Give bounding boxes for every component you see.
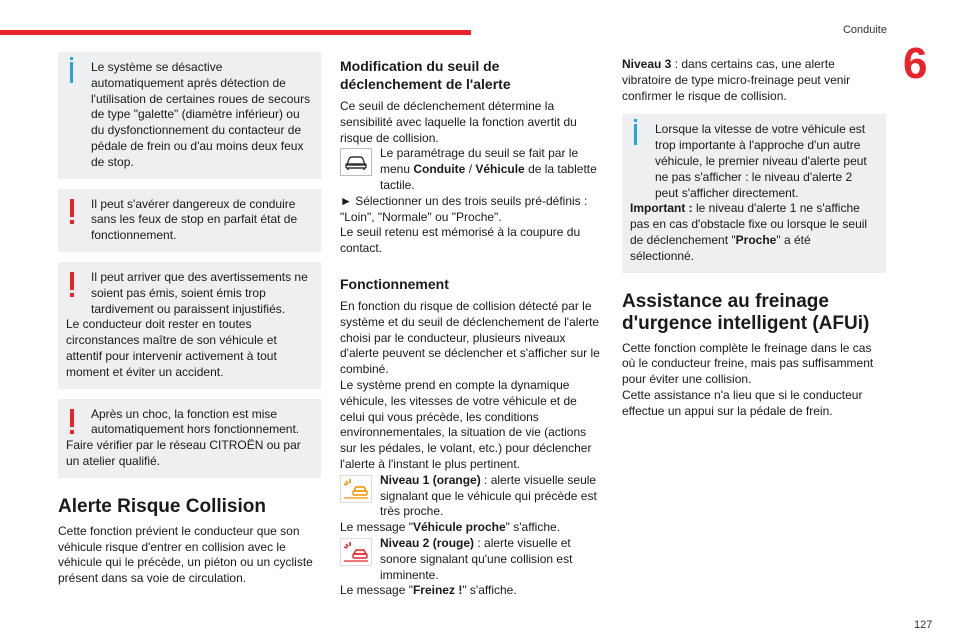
paragraph [622, 57, 886, 104]
column-3 [622, 57, 886, 420]
important-label: Important : [630, 201, 693, 216]
info-note-text: Le système se désactive automatiquement après détection de l'utilisation de certaines roues de secours de type "galette" (diamètre inférieur) ou du dysfonctionnement du contacteur de pédale de frein ou d'au moins deux feux de stop. [91, 60, 311, 169]
section-title: Alerte Risque Collision [58, 495, 266, 517]
paragraph [340, 520, 602, 536]
chapter-name: Conduite [842, 24, 887, 36]
alert-level-label: Niveau 2 (rouge) [380, 535, 475, 550]
warning-note-text: Le conducteur doit rester en toutes circonstances maître de son véhicule et attentif pour intervenir activement à tout moment et éviter un accident. [66, 317, 277, 379]
paragraph: Cette fonction complète le freinage dans le cas où le conducteur freine, mais pas suffisamment pour éviter une collision. [622, 340, 874, 387]
paragraph [340, 583, 602, 599]
info-note [58, 52, 321, 179]
alert-level-2 [340, 536, 602, 583]
paragraph: Le seuil retenu est mémorisé à la coupure du contact. [340, 225, 581, 256]
column-1 [58, 52, 321, 587]
threshold-name: Proche [735, 232, 777, 247]
section-title: Assistance au freinage d'urgence intelligent (AFUi) [622, 290, 870, 334]
text: Le message " [340, 520, 413, 535]
paragraph: ► Sélectionner un des trois seuils pré-définis : "Loin", "Normale" ou "Proche". [340, 193, 588, 224]
info-icon [70, 62, 73, 83]
text: Le message " [340, 583, 413, 598]
alert-level-text: : dans certains cas, une alerte vibratoire de type micro-freinage peut venir confirmer le risque de collision. [622, 57, 851, 103]
paragraph: Cette assistance n'a lieu que si le conducteur effectue un appui sur la pédale de frein. [622, 387, 863, 418]
info-note [622, 114, 886, 272]
text: " s'affiche. [505, 520, 561, 535]
chapter-number: 6 [903, 39, 928, 88]
collision-alert-red-icon [340, 538, 372, 566]
paragraph: Le système prend en compte la dynamique véhicule, les vitesses de votre véhicule et de celui qui vous précède, les conditions environnementales, la situation de vie (actions sur les pédales, le volant, etc.) pour déclencher l'alerte à l'instant le plus pertinent. [340, 377, 592, 471]
warning-note-text: Il peut arriver que des avertissements ne soient pas émis, soient émis trop tardivement ou paraissent injustifiés. [91, 269, 308, 316]
column-2 [340, 57, 602, 599]
paragraph: Ce seuil de déclenchement détermine la sensibilité avec laquelle la fonction avertit du risque de collision. [340, 99, 577, 145]
menu-name: Véhicule [475, 162, 525, 177]
chapter-bar [0, 30, 471, 35]
subsection-title: Modification du seuil de déclenchement de l'alerte [340, 58, 511, 92]
alert-level-label: Niveau 1 (orange) [380, 472, 481, 487]
text: Le paramétrage du seuil se fait par le menu [380, 146, 579, 177]
text: le niveau d'alerte 1 ne s'affiche pas en cas d'obstacle fixe ou lorsque le seuil de déclenchement " [630, 201, 868, 247]
warning-note [58, 262, 321, 389]
page-number: 127 [914, 619, 933, 631]
alert-level-1 [340, 473, 602, 520]
text: de la tablette tactile. [380, 162, 597, 192]
message: Véhicule proche [412, 520, 506, 535]
warning-note-text: Après un choc, la fonction est mise automatiquement hors fonctionnement. [91, 406, 300, 437]
text: " s'affiche. [462, 583, 517, 598]
info-note-text [630, 201, 878, 264]
warning-icon [70, 199, 74, 217]
settings-instruction [340, 146, 602, 193]
info-note-text: Lorsque la vitesse de votre véhicule est trop importante à l'approche d'un autre véhicule, le premier niveau d'alerte peut ne pas s'afficher : le niveau d'alerte 2 peut s'afficher directement. [655, 122, 867, 200]
text: " a été sélectionné. [630, 232, 811, 263]
collision-alert-orange-icon [340, 475, 372, 503]
warning-icon [70, 409, 74, 427]
car-icon [340, 148, 372, 176]
alert-level-text: : alerte visuelle et sonore signalant qu'une collision est imminente. [380, 535, 573, 582]
info-icon [634, 124, 637, 145]
section-body: Cette fonction prévient le conducteur que son véhicule risque d'entrer en collision avec le véhicule qui le précède, un piéton ou un cycliste présent dans sa voie de circulation. [58, 523, 313, 586]
text: / [465, 162, 476, 177]
paragraph: En fonction du risque de collision détecté par le système et du seuil de déclenchement de l'alerte choisi par le conducteur, plusieurs niveaux d'alerte peuvent se déclencher et s'afficher sur le combiné. [340, 298, 600, 377]
warning-note-text: Il peut s'avérer dangereux de conduire sans les feux de stop en parfait état de fonctionnement. [91, 196, 298, 243]
warning-note [58, 189, 321, 252]
warning-note [58, 399, 321, 478]
alert-level-label: Niveau 3 [622, 57, 672, 71]
message: Freinez ! [412, 583, 463, 598]
menu-name: Conduite [413, 162, 466, 177]
alert-level-text: : alerte visuelle seule signalant que le véhicule qui précède est très proche. [380, 472, 597, 519]
subsection-title: Fonctionnement [340, 275, 449, 292]
warning-note-text: Faire vérifier par le réseau CITROËN ou par un atelier qualifié. [66, 438, 301, 468]
warning-icon [70, 272, 74, 290]
